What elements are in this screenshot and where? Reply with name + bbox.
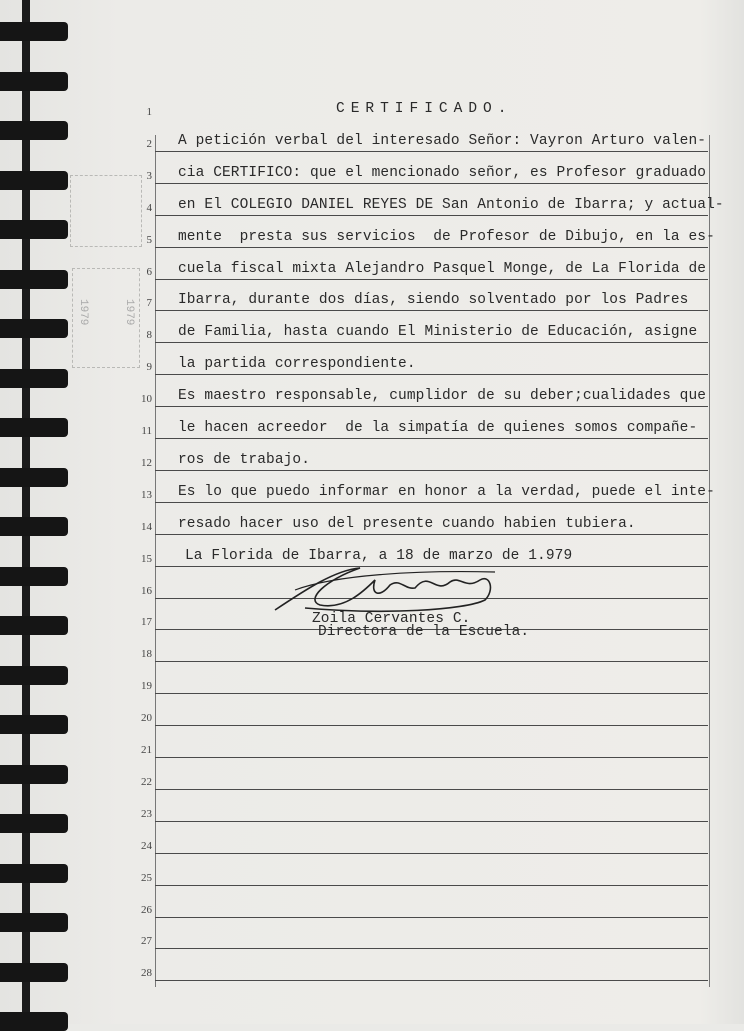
stamp-year-left: 1979 [77, 299, 89, 326]
line-text: Es lo que puedo informar en honor a la verdad, puede el inte- [178, 483, 715, 500]
rule-line [155, 948, 708, 949]
ruled-line [0, 892, 744, 918]
line-number: 14 [141, 520, 152, 533]
line-text: ros de trabajo. [178, 451, 311, 468]
line-number: 26 [141, 903, 152, 916]
line-text: Es maestro responsable, cumplidor de su deber;cualidades que [178, 388, 707, 405]
line-number: 5 [146, 233, 152, 246]
line-number: 19 [141, 680, 152, 693]
rule-line [155, 502, 708, 503]
ruled-line [0, 349, 744, 375]
rule-line [155, 215, 708, 216]
rule-line [155, 693, 708, 694]
ruled-line [0, 477, 744, 503]
rule-line [155, 534, 708, 535]
rule-line [155, 406, 708, 407]
line-number: 7 [146, 297, 152, 310]
line-number: 28 [141, 967, 152, 980]
ruled-line [0, 413, 744, 439]
line-number: 27 [141, 935, 152, 948]
line-number: 18 [141, 648, 152, 661]
line-number: 3 [146, 169, 152, 182]
ruled-line [0, 668, 744, 694]
ruled-line [0, 190, 744, 216]
rule-line [155, 725, 708, 726]
binding-ring [0, 22, 68, 41]
rule-line [155, 151, 708, 152]
line-number: 4 [146, 201, 152, 214]
line-number: 11 [141, 425, 152, 437]
rule-line [155, 438, 708, 439]
handwritten-signature [265, 560, 505, 620]
line-number: 1 [146, 106, 152, 118]
line-number: 20 [141, 712, 152, 725]
ruled-line [0, 254, 744, 280]
ruled-line [0, 94, 744, 120]
ruled-line [0, 796, 744, 822]
line-text: CERTIFICADO. [336, 101, 513, 117]
ruled-line [0, 732, 744, 758]
ruled-line [0, 828, 744, 854]
line-number: 12 [141, 456, 152, 469]
line-text: cuela fiscal mixta Alejandro Pasquel Monge, de La Florida de [178, 260, 707, 277]
ruled-line [0, 158, 744, 184]
line-number: 25 [141, 871, 152, 884]
line-number: 21 [141, 744, 152, 756]
line-number: 8 [146, 329, 152, 342]
ruled-line [0, 764, 744, 790]
ruled-line [0, 317, 744, 343]
rule-line [155, 374, 708, 375]
line-text: en El COLEGIO DANIEL REYES DE San Antonio de Ibarra; y actual- [178, 196, 724, 213]
rule-line [155, 470, 708, 471]
rule-line [155, 279, 708, 280]
line-text: A petición verbal del interesado Señor: Vayron Arturo valen- [178, 132, 707, 149]
ruled-line [0, 445, 744, 471]
line-text: cia CERTIFICO: que el mencionado señor, es Profesor graduado [178, 164, 707, 181]
line-text: Zoila Cervantes C. [312, 611, 471, 628]
line-number: 16 [141, 584, 152, 597]
rule-line [155, 310, 708, 311]
rule-line [155, 917, 708, 918]
line-text: mente presta sus servicios de Profesor de Dibujo, en la es- [178, 228, 715, 245]
ruled-line [0, 126, 744, 152]
ruled-line [0, 509, 744, 535]
ruled-line [0, 923, 744, 949]
line-number: 10 [141, 393, 152, 406]
line-number: 2 [146, 137, 152, 150]
line-text: La Florida de Ibarra, a 18 de marzo de 1.979 [185, 547, 573, 564]
ruled-line [0, 700, 744, 726]
ruled-line [0, 222, 744, 248]
line-text: Directora de la Escuela. [318, 624, 530, 641]
rule-line [155, 821, 708, 822]
line-number: 23 [141, 807, 152, 820]
line-number: 13 [141, 488, 152, 501]
line-number: 6 [146, 265, 152, 278]
line-text: Ibarra, durante dos días, siendo solventado por los Padres [178, 292, 689, 309]
rule-line [155, 885, 708, 886]
rule-line [155, 661, 708, 662]
ruled-line [0, 860, 744, 886]
line-number: 17 [141, 616, 152, 629]
line-number: 15 [141, 552, 152, 565]
binding-ring [0, 72, 68, 91]
ruled-line [0, 624, 744, 662]
ruled-line [0, 955, 744, 981]
rule-line [155, 980, 708, 981]
line-number: 9 [146, 361, 152, 374]
line-text: le hacen acreedor de la simpatía de quienes somos compañe- [178, 420, 698, 436]
rule-line [155, 757, 708, 758]
rule-line [155, 789, 708, 790]
ruled-line [0, 285, 744, 311]
line-text: resado hacer uso del presente cuando habien tubiera. [178, 515, 636, 532]
line-text: la partida correspondiente. [178, 356, 416, 373]
line-number: 24 [141, 839, 152, 852]
rule-line [155, 183, 708, 184]
rule-line [155, 342, 708, 343]
stamp-year-right: 1979 [123, 299, 135, 326]
line-number: 22 [141, 775, 152, 788]
rule-line [155, 247, 708, 248]
rule-line [155, 853, 708, 854]
binding-ring [0, 1012, 68, 1031]
line-text: de Familia, hasta cuando El Ministerio de Educación, asigne [178, 324, 698, 341]
ruled-line [0, 381, 744, 407]
